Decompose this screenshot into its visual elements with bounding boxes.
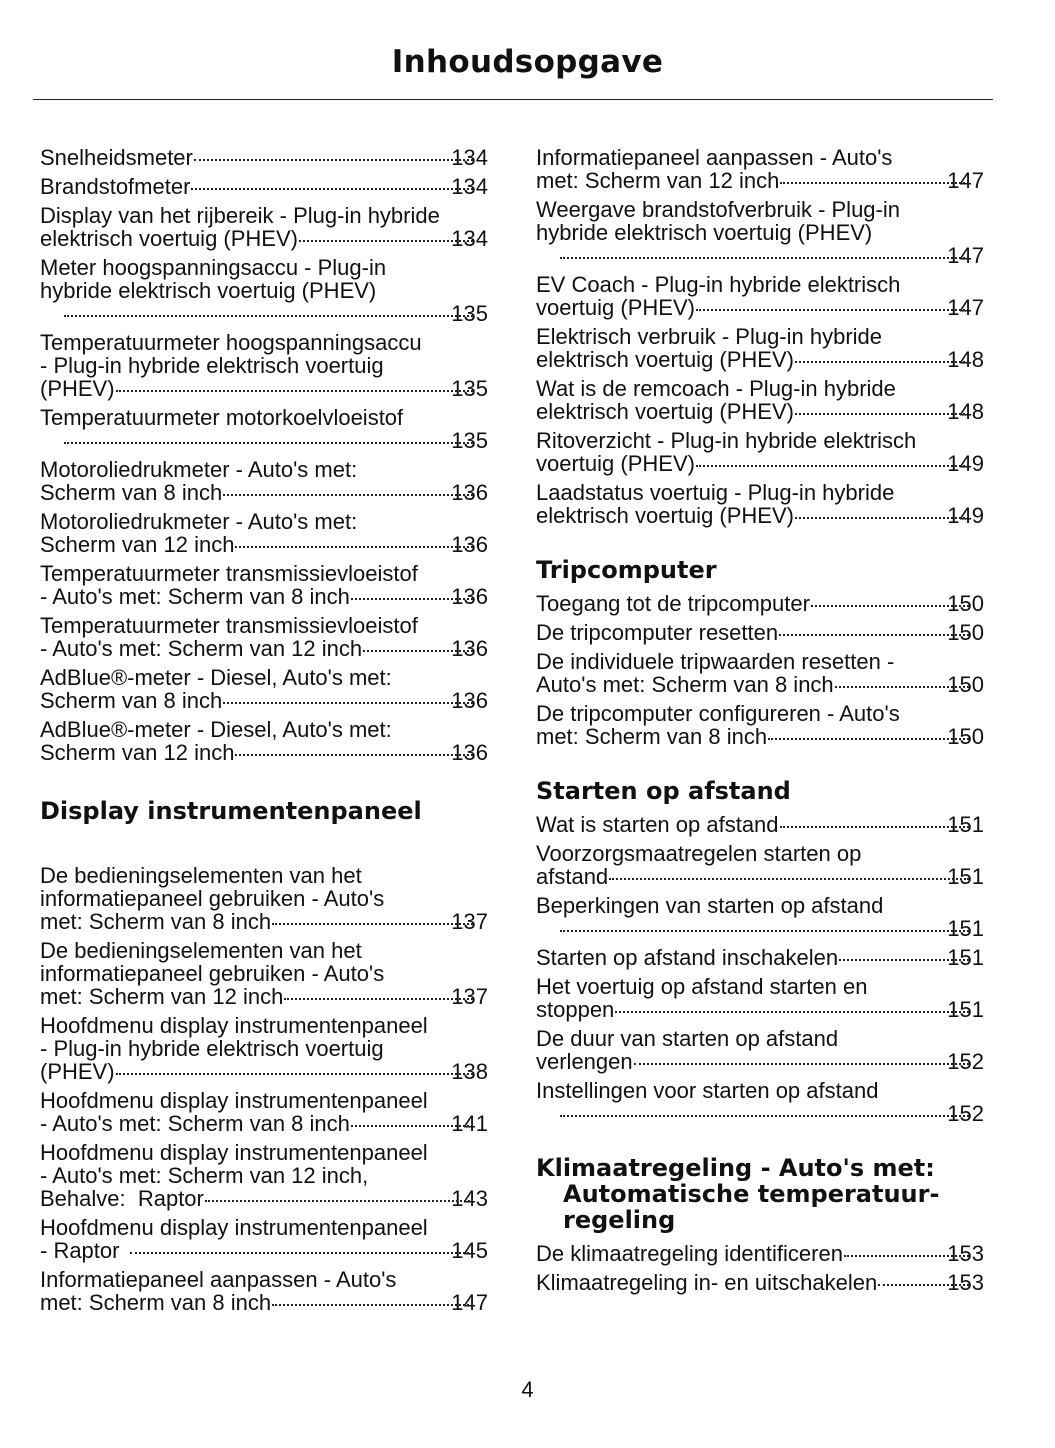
toc-entry-text: De bedieningselementen van het bbox=[40, 938, 362, 963]
toc-page-number[interactable]: 136 bbox=[451, 584, 488, 609]
toc-page-number[interactable]: 150 bbox=[947, 591, 984, 616]
toc-page-number[interactable]: 137 bbox=[451, 909, 488, 934]
toc-page-number[interactable]: 151 bbox=[947, 916, 984, 941]
toc-entry[interactable] bbox=[40, 562, 488, 608]
toc-entry-lastline bbox=[536, 295, 984, 320]
toc-list bbox=[536, 146, 984, 527]
toc-list bbox=[40, 864, 488, 1314]
toc-entry[interactable] bbox=[40, 204, 488, 250]
toc-entry-text: AdBlue®-meter - Diesel, Auto's met: bbox=[40, 717, 392, 742]
toc-page-number[interactable]: 152 bbox=[947, 1049, 984, 1074]
toc-entry-text: Wat is starten op afstand bbox=[536, 812, 779, 837]
toc-page-number[interactable]: 145 bbox=[451, 1238, 488, 1263]
toc-entry[interactable] bbox=[40, 1268, 488, 1314]
toc-entry-text: Weergave brandstofverbruik - Plug-in bbox=[536, 197, 900, 222]
toc-entry-text: met: Scherm van 12 inch bbox=[40, 984, 284, 1009]
toc-page-number[interactable]: 147 bbox=[451, 1290, 488, 1315]
toc-entry-lastline bbox=[63, 429, 488, 452]
dot-leader bbox=[560, 930, 969, 932]
toc-entry-text: stoppen bbox=[536, 997, 615, 1022]
toc-entry[interactable] bbox=[40, 864, 488, 933]
toc-entry-lastline bbox=[63, 302, 488, 325]
toc-entry-text: EV Coach - Plug-in hybride elektrisch bbox=[536, 272, 901, 297]
dot-leader bbox=[615, 1011, 969, 1013]
section-heading-display: Display instrumentenpaneel bbox=[40, 797, 422, 825]
toc-entry-text: De duur van starten op afstand bbox=[536, 1026, 839, 1051]
dot-leader bbox=[795, 517, 969, 519]
dot-leader bbox=[696, 309, 969, 311]
toc-entry-text: Display van het rijbereik - Plug-in hybride bbox=[40, 203, 440, 228]
toc-page-number[interactable]: 152 bbox=[947, 1101, 984, 1126]
dot-leader bbox=[116, 1073, 474, 1075]
toc-entry-text: Ritoverzicht - Plug-in hybride elektrisch bbox=[536, 428, 917, 453]
toc-entry-lastline bbox=[40, 909, 488, 934]
section-heading-tripcomputer: Tripcomputer bbox=[536, 556, 717, 584]
toc-entry[interactable] bbox=[40, 1216, 488, 1262]
toc-entry[interactable] bbox=[536, 813, 984, 836]
toc-entry-text: Elektrisch verbruik - Plug-in hybride bbox=[536, 324, 883, 349]
dot-leader bbox=[235, 546, 473, 548]
toc-entry[interactable] bbox=[536, 377, 984, 423]
dot-leader bbox=[284, 998, 473, 1000]
toc-entry[interactable] bbox=[40, 175, 488, 198]
toc-page-number[interactable]: 149 bbox=[947, 451, 984, 476]
toc-entry[interactable] bbox=[40, 510, 488, 556]
toc-entry-text: Informatiepaneel aanpassen - Auto's bbox=[40, 1267, 397, 1292]
toc-page-number[interactable]: 151 bbox=[947, 997, 984, 1022]
toc-entry-lastline bbox=[536, 620, 984, 645]
toc-entry[interactable] bbox=[536, 1079, 984, 1125]
toc-page-number[interactable]: 136 bbox=[451, 532, 488, 557]
toc-entry[interactable] bbox=[40, 458, 488, 504]
toc-entry-text: Temperatuurmeter hoogspanningsaccu bbox=[40, 330, 422, 355]
toc-entry[interactable] bbox=[536, 1027, 984, 1073]
toc-entry-text: Temperatuurmeter motorkoelvloeistof bbox=[40, 405, 404, 430]
toc-entry-text: Behalve: Raptor bbox=[40, 1186, 204, 1211]
dot-leader bbox=[272, 1304, 473, 1306]
toc-entry[interactable] bbox=[40, 939, 488, 1008]
toc-entry-lastline bbox=[536, 1241, 984, 1266]
dot-leader bbox=[795, 413, 969, 415]
toc-page-number[interactable]: 148 bbox=[947, 347, 984, 372]
toc-entry-text: voertuig (PHEV) bbox=[536, 295, 695, 320]
toc-entry[interactable] bbox=[536, 1242, 984, 1265]
toc-entry-text: voertuig (PHEV) bbox=[536, 451, 695, 476]
toc-entry-lastline bbox=[40, 1238, 488, 1263]
dot-leader bbox=[835, 686, 970, 688]
toc-entry-lastline bbox=[536, 591, 984, 616]
dot-leader bbox=[811, 605, 969, 607]
toc-list bbox=[40, 146, 488, 764]
toc-column-left bbox=[40, 146, 488, 1320]
toc-entry-text: - Auto's met: Scherm van 8 inch bbox=[40, 584, 350, 609]
dot-leader bbox=[116, 390, 474, 392]
toc-entry-text: (PHEV) bbox=[40, 1059, 115, 1084]
toc-entry-text: Instellingen voor starten op afstand bbox=[536, 1078, 879, 1103]
toc-entry-text: De tripcomputer resetten bbox=[536, 620, 779, 645]
toc-page-number[interactable]: 143 bbox=[451, 1186, 488, 1211]
toc-entry-text: elektrisch voertuig (PHEV) bbox=[40, 226, 298, 251]
toc-entry-text: - Auto's met: Scherm van 8 inch bbox=[40, 1111, 350, 1136]
toc-entry-text: verlengen bbox=[536, 1049, 633, 1074]
toc-page-number[interactable]: 151 bbox=[947, 945, 984, 970]
toc-entry-text: hybride elektrisch voertuig (PHEV) bbox=[40, 278, 377, 303]
toc-entry[interactable] bbox=[40, 1089, 488, 1135]
toc-entry-text: Hoofdmenu display instrumentenpaneel bbox=[40, 1013, 428, 1038]
toc-entry-text: De individuele tripwaarden resetten - bbox=[536, 649, 895, 674]
section-heading-remote-start: Starten op afstand bbox=[536, 777, 791, 805]
toc-page-number[interactable]: 134 bbox=[451, 145, 488, 170]
toc-entry-text: De klimaatregeling identificeren bbox=[536, 1241, 843, 1266]
dot-leader bbox=[235, 754, 473, 756]
toc-page-number[interactable]: 148 bbox=[947, 399, 984, 424]
toc-page-number[interactable]: 147 bbox=[947, 295, 984, 320]
toc-entry-text: Auto's met: Scherm van 8 inch bbox=[536, 672, 834, 697]
toc-page-number[interactable]: 153 bbox=[947, 1241, 984, 1266]
toc-entry-lastline bbox=[40, 636, 488, 661]
toc-page-number[interactable]: 150 bbox=[947, 672, 984, 697]
toc-page-number[interactable]: 134 bbox=[451, 174, 488, 199]
toc-entry-lastline bbox=[40, 1111, 488, 1136]
dot-leader bbox=[780, 182, 969, 184]
toc-entry[interactable] bbox=[536, 621, 984, 644]
toc-page-number[interactable]: 151 bbox=[947, 864, 984, 889]
toc-entry-text: Motoroliedrukmeter - Auto's met: bbox=[40, 509, 358, 534]
toc-entry-lastline bbox=[40, 174, 488, 199]
toc-page-number[interactable]: 134 bbox=[451, 226, 488, 251]
toc-page-number[interactable]: 147 bbox=[947, 168, 984, 193]
toc-entry[interactable] bbox=[40, 256, 488, 325]
toc-entry[interactable] bbox=[40, 406, 488, 452]
toc-entry-lastline bbox=[536, 1270, 984, 1295]
toc-entry-text: Scherm van 12 inch bbox=[40, 740, 235, 765]
toc-entry[interactable] bbox=[536, 975, 984, 1021]
toc-entry-lastline bbox=[559, 917, 984, 940]
section-heading-climate: Klimaatregeling - Auto's met: Automatische temperatuur-regeling bbox=[536, 1154, 940, 1234]
dot-leader bbox=[696, 465, 969, 467]
dot-leader bbox=[351, 1125, 473, 1127]
toc-entry-lastline bbox=[536, 347, 984, 372]
dot-leader bbox=[223, 702, 473, 704]
dot-leader bbox=[194, 159, 473, 161]
page-title: Inhoudsopgave bbox=[391, 44, 664, 80]
toc-page-number[interactable]: 135 bbox=[451, 301, 488, 326]
dot-leader bbox=[560, 257, 969, 259]
toc-entry-lastline bbox=[40, 984, 488, 1009]
toc-entry[interactable] bbox=[40, 718, 488, 764]
toc-entry-text: AdBlue®-meter - Diesel, Auto's met: bbox=[40, 665, 392, 690]
dot-leader bbox=[634, 1063, 970, 1065]
toc-entry[interactable] bbox=[536, 650, 984, 696]
toc-entry[interactable] bbox=[536, 592, 984, 615]
toc-entry-text: Hoofdmenu display instrumentenpaneel bbox=[40, 1140, 428, 1165]
toc-entry-text: Wat is de remcoach - Plug-in hybride bbox=[536, 376, 896, 401]
toc-entry-lastline bbox=[536, 1049, 984, 1074]
toc-entry[interactable] bbox=[536, 198, 984, 267]
toc-entry-text: hybride elektrisch voertuig (PHEV) bbox=[536, 220, 873, 245]
toc-entry-text: informatiepaneel gebruiken - Auto's bbox=[40, 886, 385, 911]
toc-entry-text: - Plug-in hybride elektrisch voertuig bbox=[40, 1036, 384, 1061]
toc-entry-text: elektrisch voertuig (PHEV) bbox=[536, 503, 794, 528]
dot-leader bbox=[795, 361, 969, 363]
toc-entry-text: - Auto's met: Scherm van 12 inch, bbox=[40, 1163, 369, 1188]
toc-page-number[interactable]: 136 bbox=[451, 740, 488, 765]
toc-list bbox=[536, 592, 984, 748]
toc-entry-lastline bbox=[40, 532, 488, 557]
toc-entry-lastline bbox=[536, 399, 984, 424]
toc-entry-text: met: Scherm van 12 inch bbox=[536, 168, 780, 193]
toc-entry-text: - Auto's met: Scherm van 12 inch bbox=[40, 636, 363, 661]
toc-page-number[interactable]: 135 bbox=[451, 428, 488, 453]
toc-entry-text: informatiepaneel gebruiken - Auto's bbox=[40, 961, 385, 986]
toc-entry-lastline bbox=[40, 1290, 488, 1315]
toc-entry-text: De tripcomputer configureren - Auto's bbox=[536, 701, 900, 726]
toc-entry-lastline bbox=[40, 584, 488, 609]
toc-entry-text: met: Scherm van 8 inch bbox=[40, 909, 272, 934]
toc-entry-lastline bbox=[40, 740, 488, 765]
dot-leader bbox=[363, 650, 473, 652]
toc-entry[interactable] bbox=[40, 1014, 488, 1083]
toc-entry-text: Informatiepaneel aanpassen - Auto's bbox=[536, 145, 893, 170]
toc-entry[interactable] bbox=[536, 146, 984, 192]
toc-entry-lastline bbox=[40, 226, 488, 251]
toc-entry[interactable] bbox=[40, 1141, 488, 1210]
toc-entry-lastline bbox=[40, 480, 488, 505]
toc-entry-lastline bbox=[559, 1102, 984, 1125]
toc-page-number[interactable]: 151 bbox=[947, 812, 984, 837]
dot-leader bbox=[64, 315, 473, 317]
toc-entry-lastline bbox=[536, 945, 984, 970]
toc-entry[interactable] bbox=[536, 325, 984, 371]
toc-page-number[interactable]: 150 bbox=[947, 620, 984, 645]
dot-leader bbox=[839, 959, 969, 961]
dot-leader bbox=[844, 1255, 969, 1257]
toc-entry-text: Beperkingen van starten op afstand bbox=[536, 893, 884, 918]
toc-entry-text: (PHEV) bbox=[40, 376, 115, 401]
toc-entry-lastline bbox=[40, 1186, 488, 1211]
dot-leader bbox=[272, 923, 473, 925]
toc-entry-text: elektrisch voertuig (PHEV) bbox=[536, 347, 794, 372]
dot-leader bbox=[779, 634, 969, 636]
toc-entry-text: Motoroliedrukmeter - Auto's met: bbox=[40, 457, 358, 482]
toc-column-right bbox=[536, 146, 984, 1300]
toc-page-number[interactable]: 147 bbox=[947, 243, 984, 268]
toc-entry-text: Het voertuig op afstand starten en bbox=[536, 974, 868, 999]
toc-entry-text: Voorzorgsmaatregelen starten op bbox=[536, 841, 862, 866]
toc-list bbox=[536, 1242, 984, 1294]
toc-entry-lastline bbox=[536, 168, 984, 193]
toc-entry[interactable] bbox=[40, 614, 488, 660]
toc-entry-text: - Raptor bbox=[40, 1238, 120, 1263]
toc-entry[interactable] bbox=[536, 273, 984, 319]
toc-entry-text: Snelheidsmeter bbox=[40, 145, 193, 170]
title-divider bbox=[33, 99, 993, 100]
toc-entry[interactable] bbox=[536, 894, 984, 940]
toc-entry-text: met: Scherm van 8 inch bbox=[40, 1290, 272, 1315]
toc-entry-lastline bbox=[536, 451, 984, 476]
toc-entry-lastline bbox=[40, 145, 488, 170]
toc-entry[interactable] bbox=[536, 481, 984, 527]
toc-page-number[interactable]: 150 bbox=[947, 724, 984, 749]
toc-entry-lastline bbox=[536, 997, 984, 1022]
toc-entry-text: Hoofdmenu display instrumentenpaneel bbox=[40, 1215, 428, 1240]
toc-entry-text: Starten op afstand inschakelen bbox=[536, 945, 839, 970]
toc-entry-lastline bbox=[536, 503, 984, 528]
toc-entry-lastline bbox=[40, 376, 488, 401]
toc-entry-text: elektrisch voertuig (PHEV) bbox=[536, 399, 794, 424]
toc-entry-text: met: Scherm van 8 inch bbox=[536, 724, 768, 749]
toc-page-number[interactable]: 136 bbox=[451, 480, 488, 505]
toc-entry[interactable] bbox=[536, 1271, 984, 1294]
toc-entry[interactable] bbox=[536, 429, 984, 475]
toc-entry-text: Meter hoogspanningsaccu - Plug-in bbox=[40, 255, 387, 280]
toc-entry-lastline bbox=[40, 1059, 488, 1084]
dot-leader bbox=[560, 1115, 969, 1117]
dot-leader bbox=[780, 826, 970, 828]
toc-page-number[interactable]: 136 bbox=[451, 636, 488, 661]
toc-entry-text: Scherm van 12 inch bbox=[40, 532, 235, 557]
dot-leader bbox=[205, 1200, 473, 1202]
toc-page-number[interactable]: 137 bbox=[451, 984, 488, 1009]
toc-page-number[interactable]: 136 bbox=[451, 688, 488, 713]
dot-leader bbox=[351, 598, 473, 600]
page-number: 4 bbox=[521, 1377, 534, 1402]
toc-entry-text: Scherm van 8 inch bbox=[40, 688, 223, 713]
dot-leader bbox=[64, 442, 473, 444]
dot-leader bbox=[223, 494, 473, 496]
dot-leader bbox=[878, 1284, 969, 1286]
toc-entry-lastline bbox=[559, 244, 984, 267]
toc-entry[interactable] bbox=[536, 702, 984, 748]
toc-entry-text: Temperatuurmeter transmissievloeistof bbox=[40, 613, 418, 638]
toc-entry-text: Brandstofmeter bbox=[40, 174, 191, 199]
toc-entry-lastline bbox=[536, 864, 984, 889]
toc-page-number[interactable]: 135 bbox=[451, 376, 488, 401]
toc-entry[interactable] bbox=[40, 146, 488, 169]
toc-entry-text: Hoofdmenu display instrumentenpaneel bbox=[40, 1088, 428, 1113]
toc-page-number[interactable]: 153 bbox=[947, 1270, 984, 1295]
toc-entry-text: Klimaatregeling in- en uitschakelen bbox=[536, 1270, 878, 1295]
toc-entry[interactable] bbox=[536, 946, 984, 969]
toc-entry-text: Scherm van 8 inch bbox=[40, 480, 223, 505]
toc-page-number[interactable]: 138 bbox=[451, 1059, 488, 1084]
toc-entry-lastline bbox=[536, 672, 984, 697]
dot-leader bbox=[768, 738, 969, 740]
toc-page-number[interactable]: 149 bbox=[947, 503, 984, 528]
toc-entry[interactable] bbox=[536, 842, 984, 888]
dot-leader bbox=[299, 240, 473, 242]
toc-entry-text: Toegang tot de tripcomputer bbox=[536, 591, 810, 616]
toc-entry-text: Temperatuurmeter transmissievloeistof bbox=[40, 561, 418, 586]
dot-leader bbox=[130, 1252, 473, 1254]
toc-list bbox=[536, 813, 984, 1125]
toc-entry[interactable] bbox=[40, 331, 488, 400]
toc-entry-lastline bbox=[536, 812, 984, 837]
toc-entry-text: - Plug-in hybride elektrisch voertuig bbox=[40, 353, 384, 378]
toc-entry[interactable] bbox=[40, 666, 488, 712]
dot-leader bbox=[609, 878, 969, 880]
toc-entry-text: Laadstatus voertuig - Plug-in hybride bbox=[536, 480, 895, 505]
toc-entry-lastline bbox=[40, 688, 488, 713]
toc-entry-text: De bedieningselementen van het bbox=[40, 863, 362, 888]
toc-entry-lastline bbox=[536, 724, 984, 749]
toc-page-number[interactable]: 141 bbox=[451, 1111, 488, 1136]
dot-leader bbox=[191, 188, 473, 190]
toc-entry-text: afstand bbox=[536, 864, 609, 889]
